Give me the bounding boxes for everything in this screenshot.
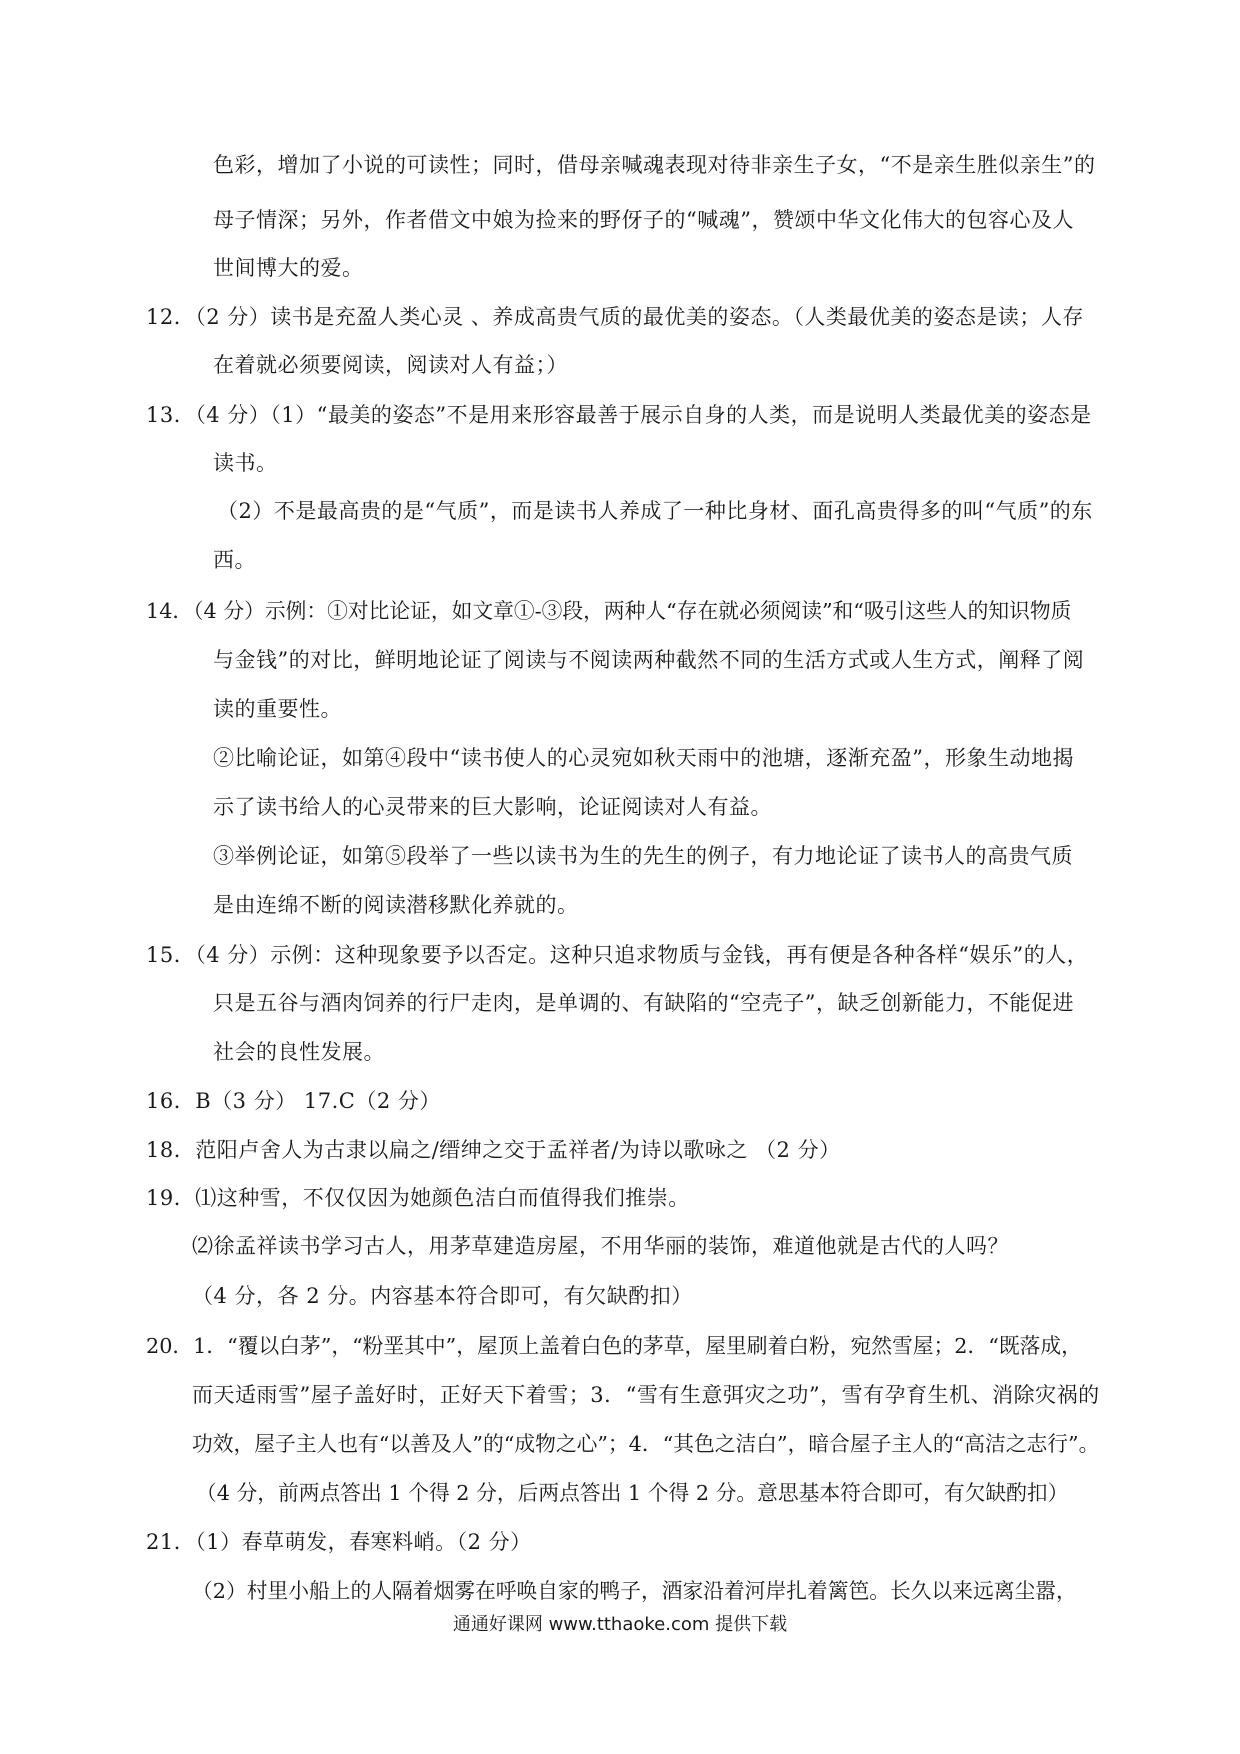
text-line: ③举例论证，如第⑤段举了一些以读书为生的先生的例子，有力地论证了读书人的高贵气质 (213, 844, 1073, 868)
text-line: 与金钱”的对比，鲜明地论证了阅读与不阅读两种截然不同的生活方式或人生方式，阐释了阅 (213, 648, 1085, 672)
text-line: （2）村里小船上的人隔着烟雾在呼唤自家的鸭子，酒家沿着河岸扎着篱笆。长久以来远离尘嚣， (192, 1579, 1077, 1603)
answer-18-line: 18．范阳卢舍人为古隶以扁之/缙绅之交于孟祥者/为诗以歌咏之 （2 分） (146, 1138, 841, 1162)
answer-21-line: 21．（1）春草萌发，春寒料峭。（2 分） (146, 1530, 532, 1554)
text-line: ⑵徐孟祥读书学习古人，用茅草建造房屋，不用华丽的装饰，难道他就是古代的人吗？ (192, 1234, 1009, 1258)
answer-13-line: 13．（4 分）（1）“最美的姿态”不是用来形容最善于展示自身的人类，而是说明人类最优美的姿态是 (146, 403, 1092, 427)
answer-19-line: 19．⑴这种雪，不仅仅因为她颜色洁白而值得我们推崇。 (146, 1186, 690, 1210)
text-line: 母子情深；另外，作者借文中娘为捡来的野伢子的“喊魂”，赞颂中华文化伟大的包容心及人 (213, 208, 1074, 232)
answer-20-line: 20．1．“覆以白茅”，“粉垩其中”，屋顶上盖着白色的茅草，屋里刷着白粉，宛然雪屋；2．“既落成， (146, 1334, 1082, 1358)
text-line: （4 分，前两点答出 1 个得 2 分，后两点答出 1 个得 2 分。意思基本符合即可，有欠缺酌扣） (196, 1481, 1069, 1505)
text-line: 读书。 (213, 451, 278, 475)
text-line: 示了读书给人的心灵带来的巨大影响，论证阅读对人有益。 (213, 795, 772, 819)
text-line: 在着就必须要阅读，阅读对人有益；） (213, 353, 568, 377)
text-line: 色彩，增加了小说的可读性；同时，借母亲喊魂表现对待非亲生子女，“不是亲生胜似亲生”的 (213, 153, 1096, 177)
text-line: 世间博大的爱。 (213, 256, 364, 280)
answer-16-17-line: 16．B（3 分） 17.C（2 分） (146, 1089, 441, 1113)
text-line: 读的重要性。 (213, 697, 342, 721)
text-line: 功效，屋子主人也有“以善及人”的“成物之心”；4．“其色之洁白”，暗合屋子主人的“高洁之志行”。 (192, 1432, 1100, 1456)
text-line: 是由连绵不断的阅读潜移默化养就的。 (213, 893, 579, 917)
text-line: 社会的良性发展。 (213, 1040, 385, 1064)
page-footer: 通通好课网 www.tthaoke.com 提供下载 (452, 1614, 788, 1635)
text-line: （2）不是最高贵的是“气质”，而是读书人养成了一种比身材、面孔高贵得多的叫“气质”的东 (217, 499, 1093, 523)
answer-14-line: 14．（4 分）示例：①对比论证，如文章①-③段，两种人“存在就必须阅读”和“吸引这些人的知识物质 (146, 599, 1072, 623)
text-line: 而天适雨雪”屋子盖好时，正好天下着雪；3．“雪有生意弭灾之功”，雪有孕育生机、消除灾祸的 (192, 1383, 1100, 1407)
text-line: 西。 (213, 548, 256, 572)
text-line: （4 分，各 2 分。内容基本符合即可，有欠缺酌扣） (192, 1284, 693, 1308)
text-line: ②比喻论证，如第④段中“读书使人的心灵宛如秋天雨中的池塘，逐渐充盈”，形象生动地揭 (213, 746, 1074, 770)
answer-12-line: 12．（2 分）读书是充盈人类心灵 、养成高贵气质的最优美的姿态。（人类最优美的姿态是读；人存 (146, 305, 1084, 329)
text-line: 只是五谷与酒肉饲养的行尸走肉，是单调的、有缺陷的“空壳子”，缺乏创新能力，不能促进 (213, 991, 1074, 1015)
answer-15-line: 15．（4 分）示例：这种现象要予以否定。这种只追求物质与金钱，再有便是各种各样“娱乐”的人， (146, 943, 1089, 967)
